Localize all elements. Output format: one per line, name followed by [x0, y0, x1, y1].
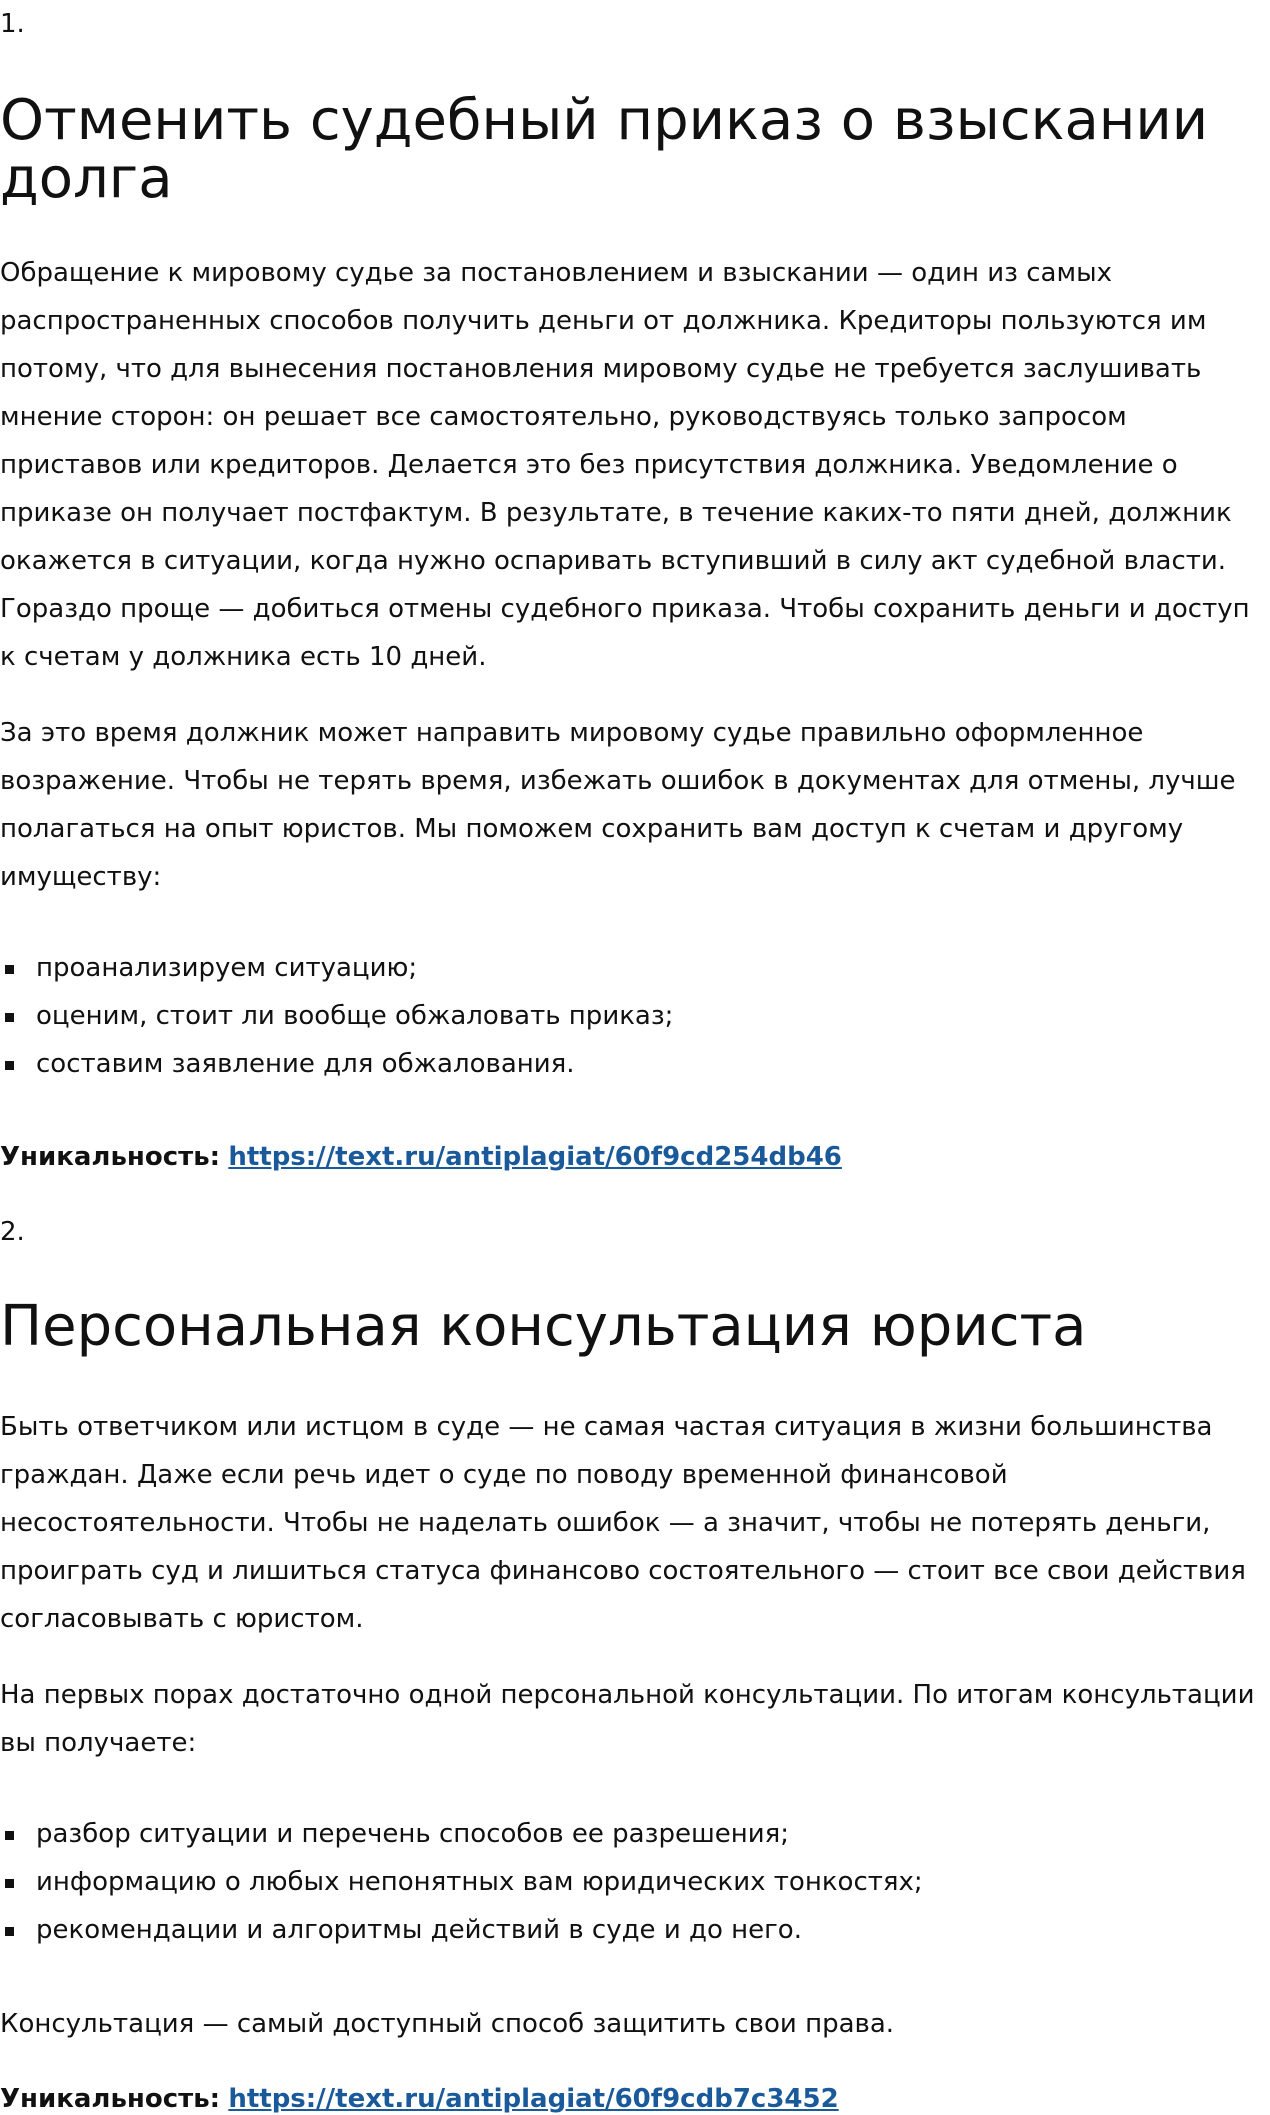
uniqueness-link[interactable]: https://text.ru/antiplagiat/60f9cdb7c3452: [228, 2084, 839, 2114]
list-item: [0, 1858, 923, 1906]
bullet-list: [0, 944, 673, 1088]
bullet-list: [0, 1810, 923, 1954]
uniqueness-label: Уникальность:: [0, 1142, 221, 1172]
closing-text: Консультация — самый доступный способ защитить свои права.: [0, 2009, 895, 2039]
square-bullet-icon: [5, 1879, 14, 1888]
section-heading: Персональная консультация юриста: [0, 1294, 1087, 1359]
uniqueness-label: Уникальность:: [0, 2084, 221, 2114]
list-item: [0, 992, 673, 1040]
list-item-text: оценим, стоит ли вообще обжаловать приказ;: [36, 1001, 674, 1031]
section-paragraph: На первых порах достаточно одной персональной консультации. По итогам консультации вы получаете:: [0, 1680, 1255, 1758]
square-bullet-icon: [5, 1831, 14, 1840]
square-bullet-icon: [5, 1061, 14, 1070]
section-paragraph: Обращение к мировому судье за постановлением и взыскании — один из самых распространенных способов получить деньги от должника. Кредиторы пользуются им потому, что для вынесения постановления мировому судье не требуется заслушивать мнение сторон: он решает все самостоятельно, руководствуясь только запросом приставов или кредиторов. Делается это без присутствия должника. Уведомление о приказе он получает постфактум. В результате, в течение каких-то пяти дней, должник окажется в ситуации, когда нужно оспаривать вступивший в силу акт судебной власти. Гораздо проще — добиться отмены судебного приказа. Чтобы сохранить деньги и доступ к счетам у должника есть 10 дней.: [0, 258, 1250, 672]
list-item-text: проанализируем ситуацию;: [36, 953, 418, 983]
section-heading: Отменить судебный приказ о взыскании долга: [0, 88, 1209, 211]
section-paragraph: За это время должник может направить мировому судье правильно оформленное возражение. Чтобы не терять время, избежать ошибок в документах для отмены, лучше полагаться на опыт юристов. Мы поможем сохранить вам доступ к счетам и другому имуществу:: [0, 718, 1236, 892]
list-item: [0, 1040, 673, 1088]
uniqueness-link[interactable]: https://text.ru/antiplagiat/60f9cd254db46: [228, 1142, 842, 1172]
uniqueness-line: [0, 2083, 839, 2115]
square-bullet-icon: [5, 965, 14, 974]
section-number: 1.: [0, 9, 25, 39]
list-item-text: информацию о любых непонятных вам юридических тонкостях;: [36, 1867, 923, 1897]
list-item: [0, 1810, 923, 1858]
list-item-text: составим заявление для обжалования.: [36, 1049, 575, 1079]
list-item-text: рекомендации и алгоритмы действий в суде и до него.: [36, 1915, 802, 1945]
list-item: [0, 944, 673, 992]
uniqueness-line: [0, 1141, 842, 1173]
square-bullet-icon: [5, 1013, 14, 1022]
list-item-text: разбор ситуации и перечень способов ее разрешения;: [36, 1819, 790, 1849]
section-paragraph: Быть ответчиком или истцом в суде — не самая частая ситуация в жизни большинства граждан. Даже если речь идет о суде по поводу временной финансовой несостоятельности. Чтобы не наделать ошибок — а значит, чтобы не потерять деньги, проиграть суд и лишиться статуса финансово состоятельного — стоит все свои действия согласовывать с юристом.: [0, 1412, 1246, 1634]
square-bullet-icon: [5, 1927, 14, 1936]
list-item: [0, 1906, 923, 1954]
section-number: 2.: [0, 1217, 25, 1247]
